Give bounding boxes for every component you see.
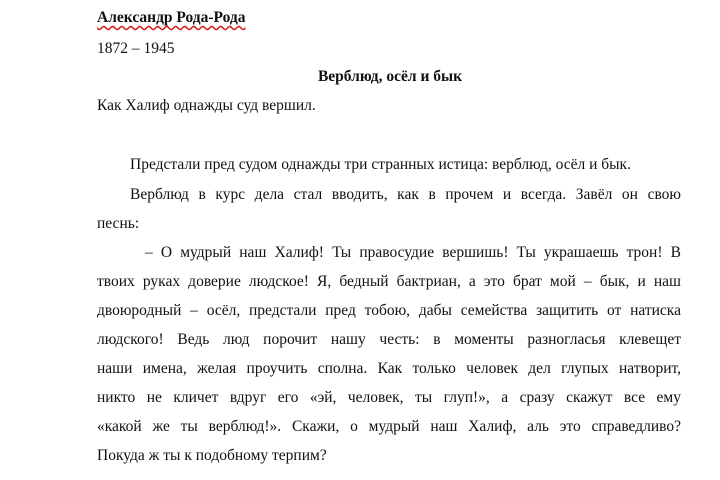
paragraph-line: никто не кличет вдруг его «эй, человек, ты глуп!», а сразу скажут все ему xyxy=(97,389,681,406)
paragraph-line: двоюродный – осёл, предстали пред тобою, дабы семейства защитить от натиска xyxy=(97,302,681,319)
story-title: Верблюд, осёл и бык xyxy=(317,68,463,85)
paragraph-line: «какой же ты верблюд!». Скажи, о мудрый наш Халиф, аль это справедливо? xyxy=(97,418,681,435)
paragraph-line: твоих руках доверие людское! Я, бедный бактриан, а это брат мой – бык, и наш xyxy=(97,273,681,290)
paragraph-line: Верблюд в курс дела стал вводить, как в прочем и всегда. Завёл он свою xyxy=(130,186,681,203)
author-name: Александр Рода-Рода xyxy=(97,9,246,26)
paragraph-line: наши имена, желая проучить сполна. Как только человек дел глупых натворит, xyxy=(97,360,681,377)
author-years: 1872 – 1945 xyxy=(97,40,175,57)
paragraph-line: Предстали пред судом однажды три странных истица: верблюд, осёл и бык. xyxy=(130,156,631,173)
story-subtitle: Как Халиф однажды суд вершил. xyxy=(97,97,316,114)
paragraph-line: песнь: xyxy=(97,215,140,232)
paragraph-line: людского! Ведь люд порочит нашу честь: в моменты разногласья клевещет xyxy=(97,331,681,348)
paragraph-line: – О мудрый наш Халиф! Ты правосудие вершишь! Ты украшаешь трон! В xyxy=(145,244,681,261)
paragraph-line: Покуда ж ты к подобному терпим? xyxy=(97,447,327,464)
